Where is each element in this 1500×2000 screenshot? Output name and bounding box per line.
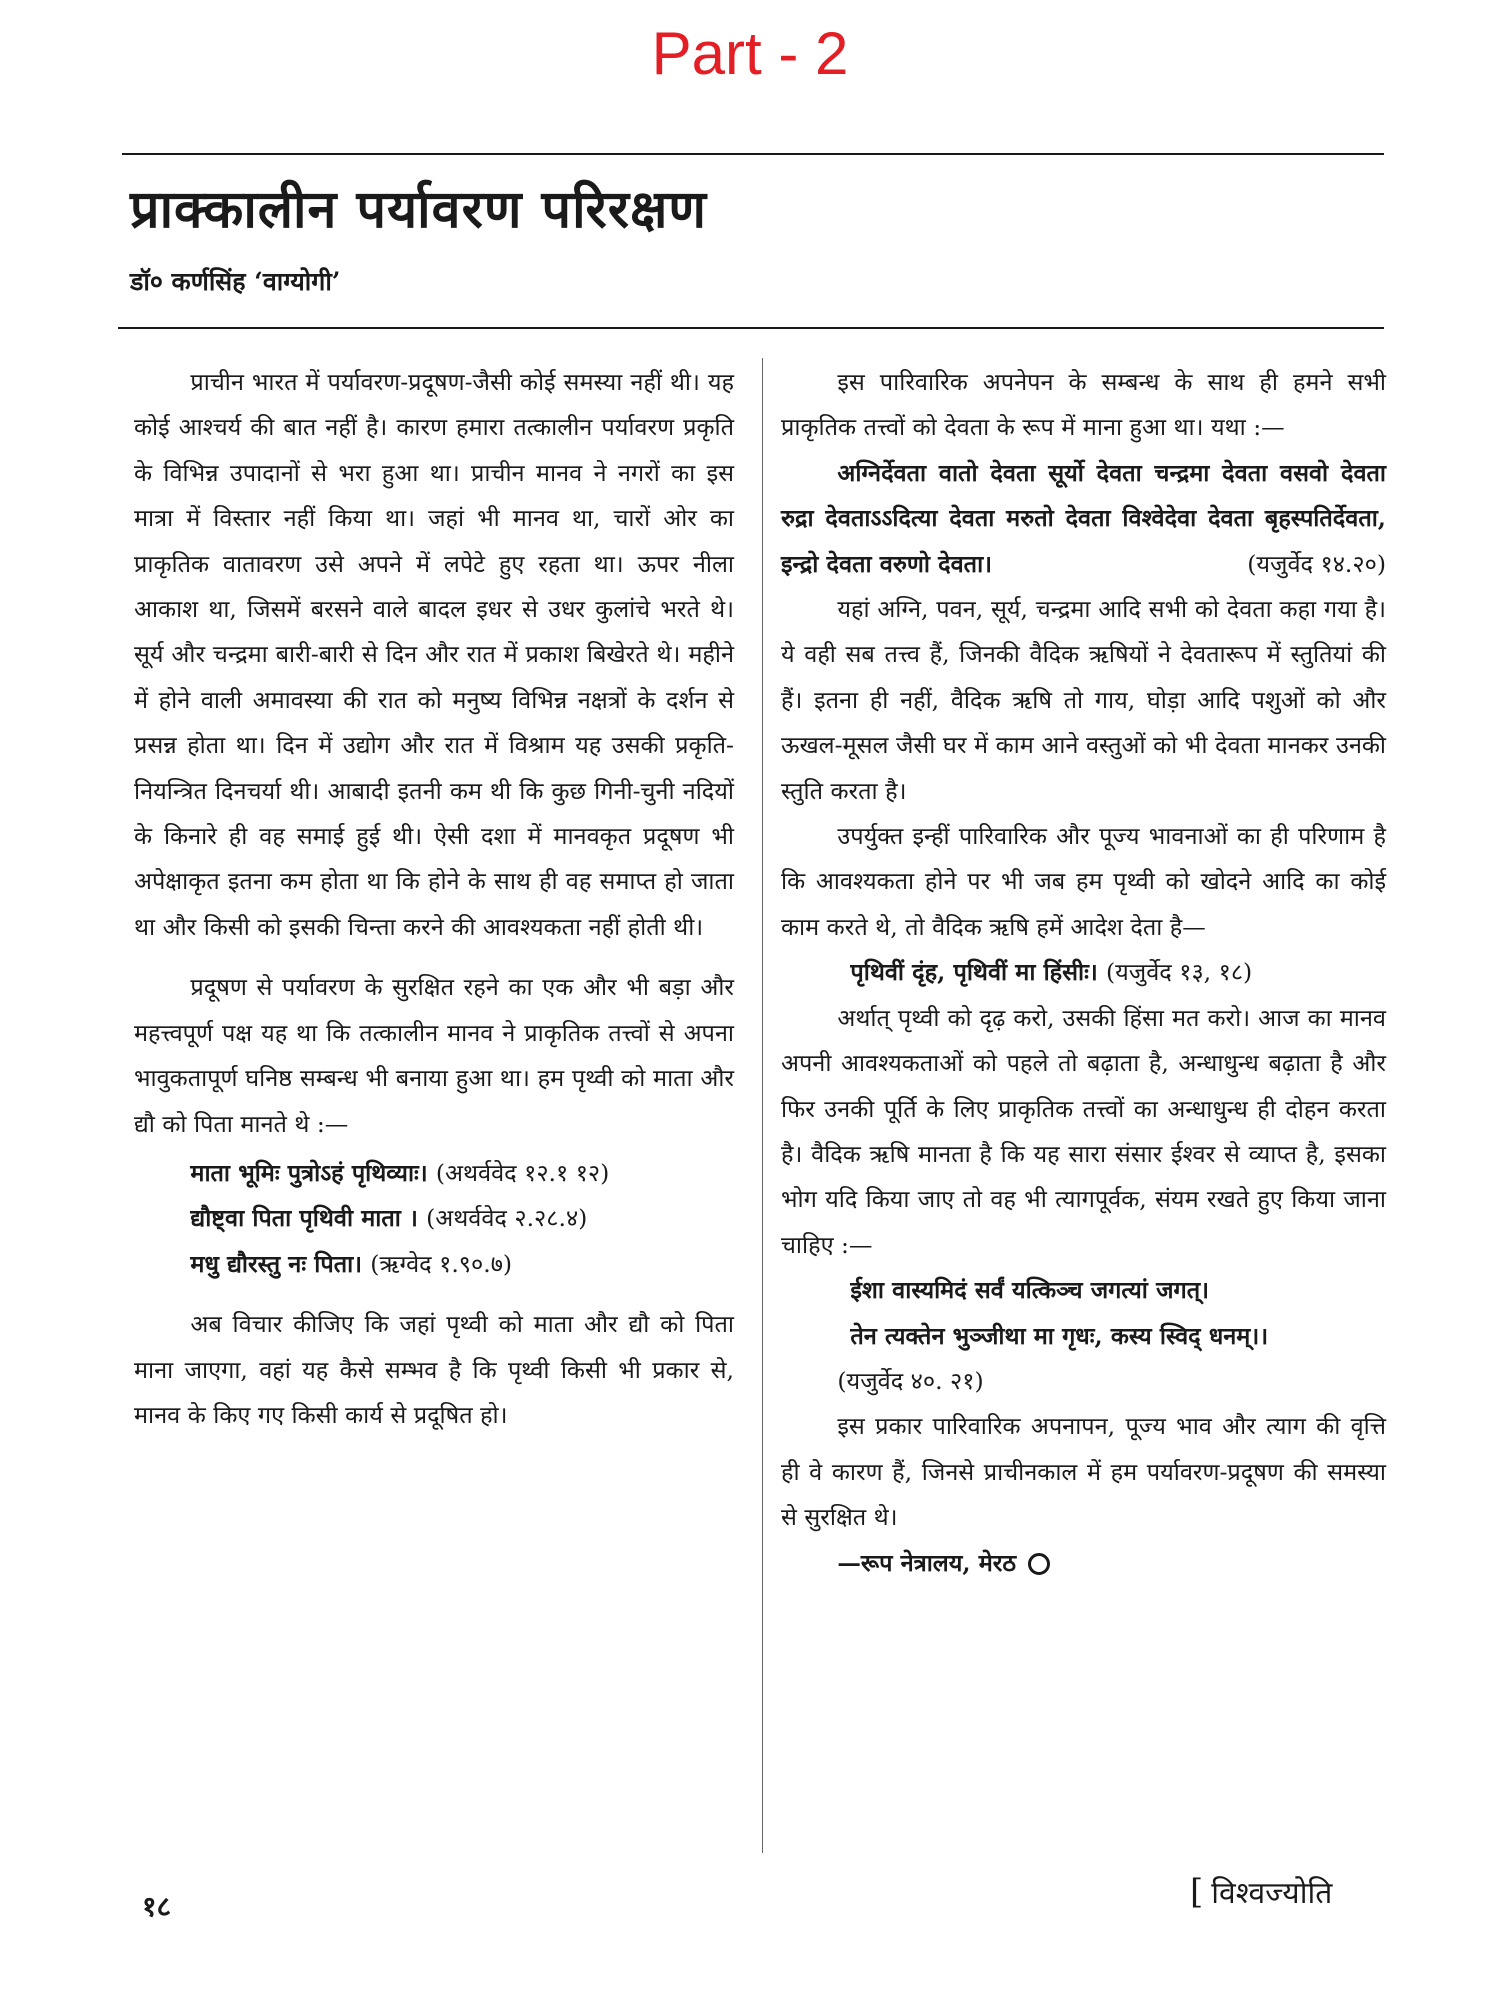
verse-text: अग्निर्देवता वातो देवता सूर्यो देवता चन्द्रमा देवता वसवो देवता रुद्रा देवताऽऽदित्या देवता मरुतो देवता विश्वेदेवा देवता बृहस्पतिर्देवता, इन्द्रो देवता वरुणो देवता। bbox=[781, 458, 1386, 578]
article-title: प्राक्कालीन पर्यावरण परिरक्षण bbox=[130, 180, 707, 240]
end-circle-icon bbox=[1028, 1553, 1050, 1575]
verse-source: (यजुर्वेद १४.२०) bbox=[1247, 549, 1386, 578]
right-column bbox=[781, 360, 1386, 1586]
verse-isha-line-1: ईशा वास्यमिदं सर्वं यत्किञ्च जगत्यां जगत्। bbox=[850, 1276, 1210, 1305]
page-number: १८ bbox=[142, 1890, 172, 1923]
verse-isha-source: (यजुर्वेद ४०. २१) bbox=[837, 1366, 984, 1395]
verse-source: (यजुर्वेद १३, १८) bbox=[1105, 958, 1253, 987]
bracket-glyph: [ bbox=[1190, 1872, 1204, 1912]
signature-text: —रूप नेत्रालय, मेरठ bbox=[837, 1548, 1017, 1577]
journal-name: विश्वज्योति bbox=[1211, 1876, 1333, 1911]
header-rule-bottom bbox=[118, 327, 1384, 329]
verse-text: मधु द्यौरस्तु नः पिता। bbox=[190, 1249, 363, 1278]
column-divider bbox=[762, 358, 763, 1853]
verse-rigveda bbox=[134, 1242, 734, 1287]
right-paragraph-3: उपर्युक्त इन्हीं पारिवारिक और पूज्य भावनाओं का ही परिणाम है कि आवश्यकता होने पर भी जब हम पृथ्वी को खोदने आदि का कोई काम करते थे, तो वैदिक ऋषि हमें आदेश देता है— bbox=[781, 822, 1386, 941]
verse-text: द्यौष्ट्वा पिता पृथिवी माता । bbox=[190, 1204, 418, 1233]
verse-yajur-2 bbox=[781, 950, 1386, 995]
right-paragraph-1: इस पारिवारिक अपनेपन के सम्बन्ध के साथ ही हमने सभी प्राकृतिक तत्त्वों को देवता के रूप में माना हुआ था। यथा :— bbox=[781, 368, 1386, 442]
verse-yajur-1 bbox=[781, 451, 1386, 587]
right-paragraph-2: यहां अग्नि, पवन, सूर्य, चन्द्रमा आदि सभी को देवता कहा गया है। ये वही सब तत्त्व हैं, जिनकी वैदिक ऋषियों ने देवतारूप में स्तुतियां की हैं। इतना ही नहीं, वैदिक ऋषि तो गाय, घोड़ा आदि पशुओं को और ऊखल-मूसल जैसी घर में काम आने वस्तुओं को भी देवता मानकर उनकी स्तुति करता है। bbox=[781, 595, 1386, 805]
left-paragraph-2: प्रदूषण से पर्यावरण के सुरक्षित रहने का एक और भी बड़ा और महत्त्वपूर्ण पक्ष यह था कि तत्कालीन मानव ने प्राकृतिक तत्त्वों से अपना भावुकतापूर्ण घनिष्ठ सम्बन्ध भी बनाया हुआ था। हम पृथ्वी को माता और द्यौ को पिता मानते थे :— bbox=[134, 973, 734, 1138]
left-paragraph-1: प्राचीन भारत में पर्यावरण-प्रदूषण-जैसी कोई समस्या नहीं थी। यह कोई आश्चर्य की बात नहीं है। कारण हमारा तत्कालीन पर्यावरण प्रकृति के विभिन्न उपादानों से भरा हुआ था। प्राचीन मानव ने नगरों का इस मात्रा में विस्तार नहीं किया था। जहां भी मानव था, चारों ओर का प्राकृतिक वातावरण उसे अपने में लपेटे हुए रहता था। ऊपर नीला आकाश था, जिसमें बरसने वाले बादल इधर से उधर कुलांचे भरते थे। सूर्य और चन्द्रमा बारी-बारी से दिन और रात में प्रकाश बिखेरते थे। महीने में होने वाली अमावस्या की रात को मनुष्य विभिन्न नक्षत्रों के दर्शन से प्रसन्न होता था। दिन में उद्योग और रात में विश्राम यह उसकी प्रकृति-नियन्त्रित दिनचर्या थी। आबादी इतनी कम थी कि कुछ गिनी-चुनी नदियों के किनारे ही वह समाई हुई थी। ऐसी दशा में मानवकृत प्रदूषण भी अपेक्षाकृत इतना कम होता था कि होने के साथ ही वह समाप्त हो जाता था और किसी को इसकी चिन्ता करने की आवश्यकता नहीं होती थी। bbox=[134, 368, 734, 941]
header-rule-top bbox=[122, 153, 1384, 155]
verse-text: पृथिवीं दृंह, पृथिवीं मा हिंसीः। bbox=[850, 958, 1098, 987]
verse-isha-line-2: तेन त्यक्तेन भुञ्जीथा मा गृधः, कस्य स्विद् धनम्।। bbox=[850, 1321, 1269, 1350]
verse-source: (ऋग्वेद १.९०.७) bbox=[370, 1249, 513, 1278]
left-column bbox=[134, 360, 734, 1438]
verse-text: माता भूमिः पुत्रोऽहं पृथिव्याः। bbox=[190, 1158, 428, 1187]
verse-source: (अथर्ववेद १२.१ १२) bbox=[435, 1158, 610, 1187]
left-paragraph-3: अब विचार कीजिए कि जहां पृथ्वी को माता और द्यौ को पिता माना जाएगा, वहां यह कैसे सम्भव है कि पृथ्वी किसी भी प्रकार से, मानव के किए गए किसी कार्य से प्रदूषित हो। bbox=[134, 1310, 734, 1429]
journal-footer bbox=[1190, 1870, 1400, 1916]
part-label: Part - 2 bbox=[651, 20, 849, 87]
right-paragraph-5: इस प्रकार पारिवारिक अपनापन, पूज्य भाव और त्याग की वृत्ति ही वे कारण हैं, जिनसे प्राचीनकाल में हम पर्यावरण-प्रदूषण की समस्या से सुरक्षित थे। bbox=[781, 1412, 1386, 1532]
right-paragraph-4: अर्थात् पृथ्वी को दृढ़ करो, उसकी हिंसा मत करो। आज का मानव अपनी आवश्यकताओं को पहले तो बढ़ाता है, अन्धाधुन्ध बढ़ाता है और फिर उनकी पूर्ति के लिए प्राकृतिक तत्त्वों का अन्धाधुन्ध ही दोहन करता है। वैदिक ऋषि मानता है कि यह सारा संसार ईश्वर से व्याप्त है, इसका भोग यदि किया जाए तो वह भी त्यागपूर्वक, संयम रखते हुए किया जाना चाहिए :— bbox=[781, 1003, 1386, 1259]
article-author: डॉ० कर्णसिंह ‘वाग्योगी’ bbox=[130, 267, 341, 296]
verse-source: (अथर्ववेद २.२८.४) bbox=[426, 1204, 588, 1233]
verse-atharva-2 bbox=[134, 1196, 734, 1241]
verse-atharva-1 bbox=[134, 1151, 734, 1196]
signature bbox=[781, 1541, 1386, 1586]
